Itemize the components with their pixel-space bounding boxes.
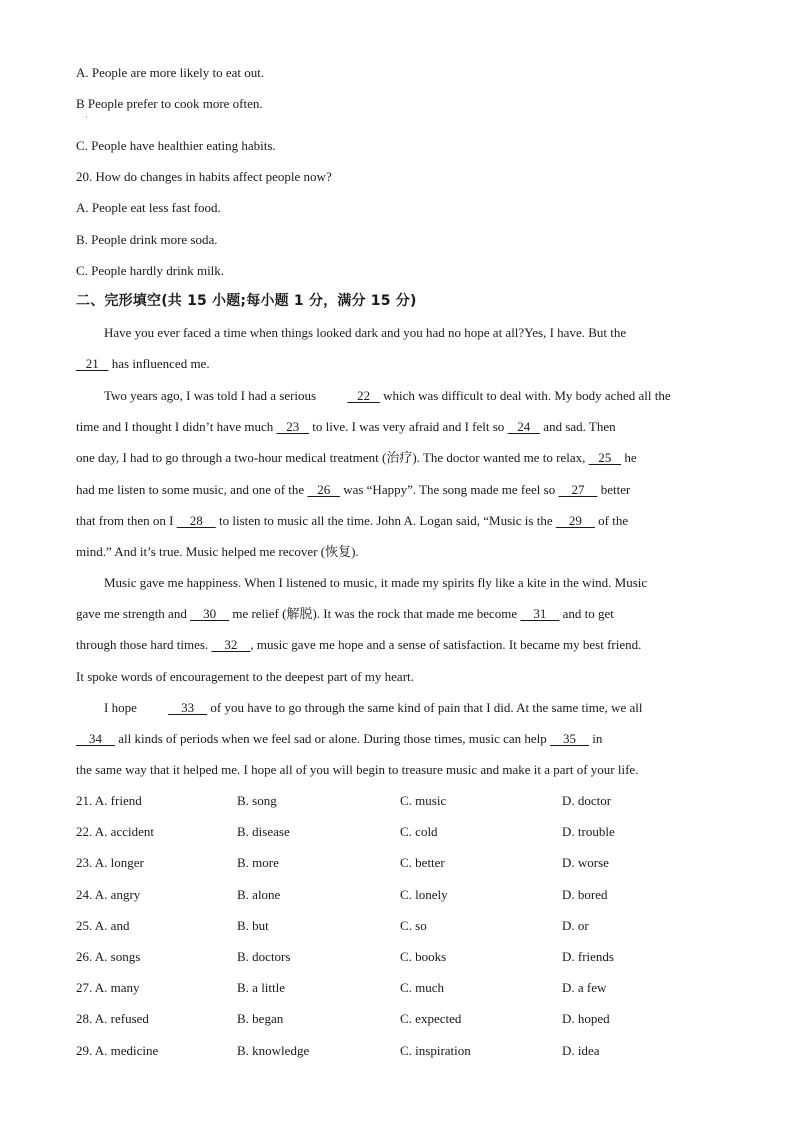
choice-option: C. cold xyxy=(400,824,438,840)
passage-text: better xyxy=(597,481,631,497)
passage-line xyxy=(76,700,710,716)
passage-line xyxy=(76,513,710,529)
choice-option: B. song xyxy=(237,793,277,808)
choice-option: C. expected xyxy=(400,1011,462,1027)
choice-option: 23. A. longer xyxy=(76,855,144,871)
passage-text: to live. I was very afraid and I felt so xyxy=(309,419,508,435)
passage-text: Music gave me happiness. When I listened to music, it made my spirits fly like a kite in the wind. Music xyxy=(104,575,648,590)
passage-text: through those hard times. xyxy=(76,637,212,653)
choice-option: B. a little xyxy=(237,980,286,996)
passage-text: , music gave me hope and a sense of satisfaction. It became my best friend. xyxy=(250,637,642,653)
choice-option: B. doctors xyxy=(237,949,291,964)
stray-dot: · xyxy=(85,113,88,122)
choice-option: D. bored xyxy=(562,886,608,902)
choice-option: 28. A. refused xyxy=(76,1011,149,1027)
passage-line xyxy=(76,356,710,372)
passage-line xyxy=(76,544,710,560)
passage-text: to listen to music all the time. John A. Logan said, “Music is the xyxy=(215,512,556,528)
choice-option: C. better xyxy=(400,855,445,871)
passage-text: one day, I had to go through a two-hour medical treatment (治疗). The doctor wanted me to relax, xyxy=(76,450,589,466)
choice-option: C. much xyxy=(400,980,445,996)
passage-line xyxy=(76,388,710,404)
passage-text: Have you ever faced a time when things looked dark and you had no hope at all?Yes, I have. But the xyxy=(104,325,627,340)
passage-text: gave me strength and xyxy=(76,606,191,622)
q19-option-c: C. People have healthier eating habits. xyxy=(76,138,276,153)
choice-option: B. knowledge xyxy=(237,1042,310,1058)
choice-option: 24. A. angry xyxy=(76,886,141,902)
passage-line xyxy=(76,575,710,591)
cloze-blank: 30 xyxy=(190,606,230,622)
choice-option: D. a few xyxy=(562,980,607,996)
choice-option: D. idea xyxy=(562,1042,600,1058)
choice-option: D. or xyxy=(562,917,589,933)
passage-text: I hope xyxy=(104,700,141,715)
choice-option: B. more xyxy=(237,855,279,871)
cloze-blank: 28 xyxy=(176,512,216,528)
q19-option-b: B People prefer to cook more often. xyxy=(76,96,263,111)
passage-text: the same way that it helped me. I hope all of you will begin to treasure music and make it a part of your life. xyxy=(76,762,639,778)
q20-option-c: C. People hardly drink milk. xyxy=(76,263,225,278)
choice-option: D. doctor xyxy=(562,793,612,808)
choice-option: D. friends xyxy=(562,949,614,964)
cloze-blank: 25 xyxy=(588,450,622,466)
choice-option: C. inspiration xyxy=(400,1042,471,1058)
choice-option: 27. A. many xyxy=(76,980,140,996)
passage-line xyxy=(76,482,710,498)
choice-option: D. worse xyxy=(562,855,609,871)
choice-option: C. music xyxy=(400,793,447,808)
passage-line xyxy=(76,325,710,341)
passage-text: that from then on I xyxy=(76,512,177,528)
cloze-blank: 34 xyxy=(76,731,115,747)
passage-line xyxy=(76,637,710,653)
choice-option: C. books xyxy=(400,949,447,964)
passage-text: has influenced me. xyxy=(108,356,210,372)
choice-option: D. hoped xyxy=(562,1011,610,1027)
q19-option-a: A. People are more likely to eat out. xyxy=(76,65,265,80)
choice-option: B. but xyxy=(237,917,269,933)
cloze-blank: 27 xyxy=(558,481,598,497)
passage-text: time and I thought I didn’t have much xyxy=(76,419,277,435)
cloze-blank: 23 xyxy=(276,419,309,435)
passage-text: mind.” And it’s true. Music helped me recover (恢复). xyxy=(76,544,359,559)
choice-option: D. trouble xyxy=(562,824,615,840)
passage-text: which was difficult to deal with. My body ached all the xyxy=(379,388,671,403)
choice-option: 25. A. and xyxy=(76,917,130,933)
passage-text: Two years ago, I was told I had a serious xyxy=(104,388,320,403)
passage-line xyxy=(76,419,710,435)
choice-option: B. began xyxy=(237,1011,284,1027)
choice-option: 29. A. medicine xyxy=(76,1042,159,1058)
passage-text: It spoke words of encouragement to the deepest part of my heart. xyxy=(76,668,414,684)
passage-line xyxy=(76,762,710,778)
cloze-blank: 22 xyxy=(347,388,380,403)
q20-question: 20. How do changes in habits affect people now? xyxy=(76,169,332,184)
choice-option: 21. A. friend xyxy=(76,793,142,808)
cloze-blank: 21 xyxy=(76,356,109,372)
passage-text: was “Happy”. The song made me feel so xyxy=(339,481,559,497)
cloze-blank: 32 xyxy=(211,637,251,653)
passage-text: me relief (解脱). It was the rock that made me become xyxy=(229,606,521,622)
cloze-blank: 29 xyxy=(555,512,595,528)
passage-text: and to get xyxy=(559,606,614,622)
passage-line xyxy=(76,731,710,747)
passage-text: he xyxy=(621,450,637,466)
choice-option: 22. A. accident xyxy=(76,824,154,840)
cloze-blank: 33 xyxy=(168,700,208,715)
cloze-blank: 26 xyxy=(307,481,340,497)
passage-text: had me listen to some music, and one of the xyxy=(76,481,308,497)
cloze-blank: 24 xyxy=(507,419,541,435)
choice-option: C. so xyxy=(400,917,427,933)
choice-option: B. disease xyxy=(237,824,290,840)
cloze-blank: 35 xyxy=(550,731,590,747)
q20-option-b: B. People drink more soda. xyxy=(76,232,218,247)
passage-text: of you have to go through the same kind of pain that I did. At the same time, we all xyxy=(207,700,643,715)
passage-line xyxy=(76,669,710,685)
choice-option: B. alone xyxy=(237,886,281,902)
choice-option: C. lonely xyxy=(400,886,448,902)
passage-text: of the xyxy=(594,512,629,528)
passage-line xyxy=(76,450,710,466)
passage-line xyxy=(76,606,710,622)
choice-option: 26. A. songs xyxy=(76,949,141,964)
passage-text: and sad. Then xyxy=(540,419,616,435)
cloze-blank: 31 xyxy=(520,606,560,622)
passage-text: all kinds of periods when we feel sad or alone. During those times, music can help xyxy=(115,731,551,747)
q20-option-a: A. People eat less fast food. xyxy=(76,200,221,215)
section-heading: 二、完形填空(共 15 小题;每小题 1 分，满分 15 分) xyxy=(76,293,417,309)
passage-text: in xyxy=(589,731,603,747)
